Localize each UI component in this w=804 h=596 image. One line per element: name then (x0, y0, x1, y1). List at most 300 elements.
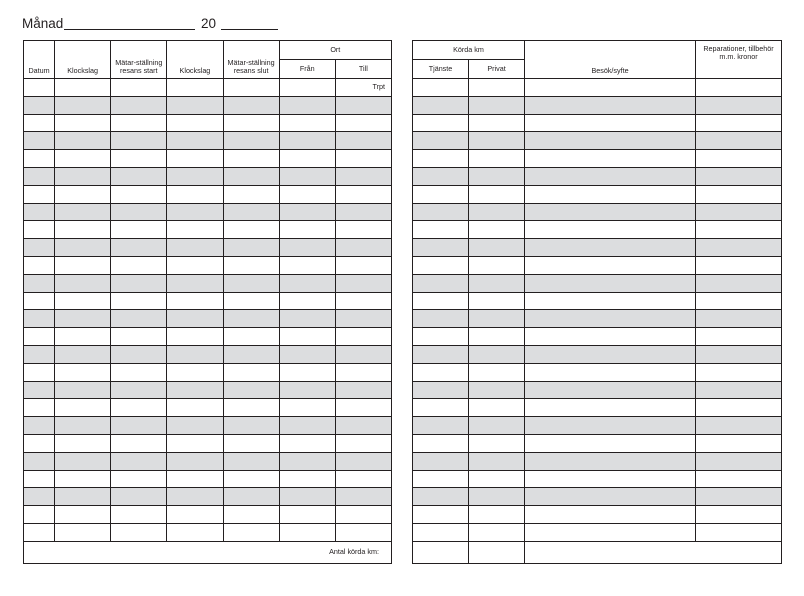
table-cell[interactable] (55, 363, 111, 381)
table-cell[interactable] (55, 523, 111, 541)
table-cell[interactable] (525, 470, 696, 488)
table-cell[interactable] (335, 167, 391, 185)
table-cell[interactable] (167, 256, 223, 274)
table-cell[interactable] (335, 470, 391, 488)
table-cell[interactable] (55, 114, 111, 132)
table-cell[interactable] (413, 292, 469, 310)
table-cell[interactable] (223, 203, 279, 221)
table-cell[interactable] (279, 310, 335, 328)
table-cell[interactable] (696, 274, 782, 292)
table-cell[interactable] (469, 328, 525, 346)
table-cell[interactable] (469, 274, 525, 292)
year-field[interactable] (221, 29, 278, 30)
table-cell[interactable] (24, 328, 55, 346)
total-tjanste-cell[interactable] (413, 541, 469, 563)
table-cell[interactable] (24, 256, 55, 274)
table-cell[interactable] (413, 203, 469, 221)
table-cell[interactable] (525, 399, 696, 417)
table-cell[interactable] (413, 132, 469, 150)
table-cell[interactable] (55, 381, 111, 399)
table-cell[interactable] (279, 79, 335, 97)
table-cell[interactable] (55, 239, 111, 257)
table-cell[interactable] (469, 417, 525, 435)
table-cell[interactable] (279, 167, 335, 185)
table-cell[interactable] (111, 150, 167, 168)
table-cell[interactable] (525, 96, 696, 114)
table-cell[interactable] (469, 239, 525, 257)
table-cell[interactable] (525, 274, 696, 292)
table-cell[interactable] (413, 523, 469, 541)
table-cell[interactable] (223, 185, 279, 203)
table-cell[interactable] (24, 310, 55, 328)
table-cell[interactable] (413, 452, 469, 470)
table-cell[interactable] (55, 150, 111, 168)
table-cell[interactable] (696, 523, 782, 541)
table-cell[interactable] (24, 203, 55, 221)
table-cell[interactable] (413, 345, 469, 363)
table-cell[interactable] (167, 239, 223, 257)
table-cell[interactable] (223, 292, 279, 310)
table-row (24, 96, 392, 114)
table-cell[interactable] (24, 488, 55, 506)
footer-blank-cell (525, 541, 782, 563)
table-cell[interactable] (335, 203, 391, 221)
table-cell[interactable] (696, 221, 782, 239)
table-cell[interactable] (696, 381, 782, 399)
table-cell[interactable] (24, 185, 55, 203)
table-cell[interactable] (55, 470, 111, 488)
table-cell[interactable] (413, 167, 469, 185)
table-cell[interactable] (167, 114, 223, 132)
table-cell[interactable] (223, 417, 279, 435)
table-cell[interactable] (335, 239, 391, 257)
table-cell[interactable] (279, 221, 335, 239)
table-cell[interactable] (167, 203, 223, 221)
table-cell[interactable] (696, 417, 782, 435)
table-cell[interactable] (696, 310, 782, 328)
table-cell[interactable] (111, 363, 167, 381)
table-cell[interactable] (167, 328, 223, 346)
table-cell[interactable] (335, 399, 391, 417)
table-cell[interactable] (413, 114, 469, 132)
table-cell[interactable] (335, 96, 391, 114)
table-cell[interactable] (24, 363, 55, 381)
table-cell[interactable] (24, 523, 55, 541)
table-cell[interactable] (55, 345, 111, 363)
table-cell[interactable] (279, 239, 335, 257)
table-cell[interactable] (696, 79, 782, 97)
table-cell[interactable] (24, 132, 55, 150)
table-cell[interactable] (111, 345, 167, 363)
table-cell[interactable] (335, 345, 391, 363)
table-cell[interactable] (335, 506, 391, 524)
table-cell[interactable] (335, 256, 391, 274)
table-cell[interactable] (469, 114, 525, 132)
table-cell[interactable] (167, 452, 223, 470)
table-cell[interactable] (279, 452, 335, 470)
table-cell[interactable] (111, 399, 167, 417)
table-cell[interactable] (24, 274, 55, 292)
header-tjanste: Tjänste (413, 60, 469, 79)
table-cell[interactable] (525, 256, 696, 274)
table-cell[interactable] (525, 150, 696, 168)
table-cell[interactable] (111, 185, 167, 203)
table-cell[interactable] (413, 79, 469, 97)
table-cell[interactable] (696, 256, 782, 274)
table-cell[interactable] (335, 523, 391, 541)
table-cell[interactable] (469, 79, 525, 97)
table-cell[interactable] (167, 488, 223, 506)
table-cell[interactable] (223, 274, 279, 292)
table-cell[interactable] (167, 185, 223, 203)
table-cell[interactable] (55, 274, 111, 292)
table-cell[interactable] (55, 417, 111, 435)
table-cell[interactable] (223, 452, 279, 470)
table-cell[interactable] (469, 167, 525, 185)
table-cell[interactable] (696, 185, 782, 203)
table-cell[interactable] (55, 506, 111, 524)
table-cell[interactable] (223, 506, 279, 524)
table-cell[interactable] (167, 167, 223, 185)
table-cell[interactable] (223, 221, 279, 239)
table-cell[interactable] (167, 96, 223, 114)
table-cell[interactable] (469, 488, 525, 506)
table-cell[interactable] (469, 470, 525, 488)
table-cell[interactable] (335, 292, 391, 310)
month-field[interactable] (64, 29, 195, 30)
table-cell[interactable] (223, 345, 279, 363)
table-cell[interactable] (24, 417, 55, 435)
table-cell[interactable] (279, 434, 335, 452)
table-cell[interactable] (525, 328, 696, 346)
table-cell[interactable] (279, 132, 335, 150)
table-cell[interactable] (279, 381, 335, 399)
table-cell[interactable] (223, 399, 279, 417)
table-cell[interactable] (167, 470, 223, 488)
table-cell[interactable] (24, 96, 55, 114)
table-cell[interactable] (111, 203, 167, 221)
table-cell[interactable] (279, 114, 335, 132)
table-cell[interactable] (413, 488, 469, 506)
table-cell[interactable] (279, 345, 335, 363)
table-cell[interactable] (111, 452, 167, 470)
table-cell[interactable] (413, 150, 469, 168)
table-cell[interactable] (111, 381, 167, 399)
table-cell[interactable] (223, 239, 279, 257)
table-cell[interactable] (223, 434, 279, 452)
table-cell[interactable] (111, 114, 167, 132)
table-cell[interactable] (696, 506, 782, 524)
table-cell[interactable] (413, 363, 469, 381)
table-cell[interactable] (335, 274, 391, 292)
header-reparationer: Reparationer, tillbehör m.m. kronor (696, 41, 782, 79)
table-cell[interactable] (469, 381, 525, 399)
table-cell[interactable] (525, 185, 696, 203)
table-cell[interactable] (24, 114, 55, 132)
table-cell[interactable] (696, 328, 782, 346)
table-cell[interactable] (469, 506, 525, 524)
table-cell[interactable] (167, 506, 223, 524)
table-cell[interactable] (469, 363, 525, 381)
table-cell[interactable] (335, 328, 391, 346)
table-cell[interactable] (525, 506, 696, 524)
table-cell[interactable] (55, 221, 111, 239)
table-cell[interactable] (279, 274, 335, 292)
table-cell[interactable] (525, 452, 696, 470)
table-cell[interactable] (525, 523, 696, 541)
table-cell[interactable] (696, 114, 782, 132)
table-cell[interactable] (55, 310, 111, 328)
table-cell[interactable] (111, 239, 167, 257)
table-cell[interactable] (696, 363, 782, 381)
table-cell[interactable] (223, 381, 279, 399)
table-row (24, 506, 392, 524)
table-cell[interactable] (55, 292, 111, 310)
table-cell[interactable] (696, 488, 782, 506)
table-cell[interactable] (111, 417, 167, 435)
table-cell[interactable] (111, 328, 167, 346)
table-cell[interactable] (167, 221, 223, 239)
table-cell[interactable] (279, 203, 335, 221)
table-cell[interactable] (279, 506, 335, 524)
table-cell[interactable] (111, 506, 167, 524)
table-cell[interactable] (279, 470, 335, 488)
table-cell[interactable] (413, 256, 469, 274)
table-cell[interactable] (469, 399, 525, 417)
table-cell[interactable] (55, 256, 111, 274)
table-cell[interactable] (525, 434, 696, 452)
table-cell[interactable] (24, 150, 55, 168)
table-cell[interactable] (335, 221, 391, 239)
total-privat-cell[interactable] (469, 541, 525, 563)
table-cell[interactable] (413, 310, 469, 328)
table-cell[interactable] (167, 150, 223, 168)
table-cell[interactable] (525, 114, 696, 132)
table-cell[interactable] (413, 470, 469, 488)
table-cell[interactable] (279, 150, 335, 168)
table-cell[interactable] (413, 239, 469, 257)
table-cell[interactable] (223, 96, 279, 114)
table-cell[interactable] (55, 96, 111, 114)
table-cell[interactable] (279, 488, 335, 506)
table-cell[interactable] (335, 434, 391, 452)
table-cell[interactable] (279, 292, 335, 310)
table-cell[interactable] (223, 79, 279, 97)
table-cell[interactable] (24, 239, 55, 257)
table-cell[interactable] (335, 452, 391, 470)
table-cell[interactable] (24, 452, 55, 470)
table-cell[interactable] (223, 150, 279, 168)
table-cell[interactable] (24, 381, 55, 399)
table-cell[interactable] (24, 506, 55, 524)
table-cell[interactable] (223, 132, 279, 150)
table-cell[interactable] (469, 452, 525, 470)
table-cell[interactable] (55, 167, 111, 185)
table-row (24, 345, 392, 363)
table-cell[interactable] (279, 399, 335, 417)
table-cell[interactable] (525, 363, 696, 381)
table-cell[interactable] (525, 239, 696, 257)
table-cell[interactable] (24, 79, 55, 97)
table-cell[interactable] (111, 310, 167, 328)
table-cell[interactable] (111, 470, 167, 488)
table-row (24, 185, 392, 203)
table-row (24, 114, 392, 132)
table-cell[interactable] (469, 150, 525, 168)
table-cell[interactable] (167, 292, 223, 310)
table-cell[interactable] (24, 221, 55, 239)
table-cell[interactable] (167, 345, 223, 363)
table-cell[interactable] (413, 96, 469, 114)
table-cell[interactable] (335, 488, 391, 506)
table-cell[interactable] (696, 345, 782, 363)
table-cell[interactable] (525, 488, 696, 506)
table-cell[interactable] (696, 292, 782, 310)
table-cell[interactable] (55, 434, 111, 452)
table-cell[interactable] (167, 132, 223, 150)
table-cell[interactable] (335, 381, 391, 399)
table-cell[interactable] (167, 417, 223, 435)
table-cell[interactable] (696, 470, 782, 488)
table-cell[interactable] (167, 399, 223, 417)
table-cell[interactable] (413, 434, 469, 452)
table-cell[interactable] (55, 132, 111, 150)
table-cell[interactable] (335, 310, 391, 328)
table-cell[interactable] (55, 488, 111, 506)
table-cell[interactable] (111, 132, 167, 150)
table-cell[interactable] (279, 417, 335, 435)
table-cell[interactable] (111, 274, 167, 292)
table-cell[interactable] (24, 399, 55, 417)
table-cell[interactable] (55, 399, 111, 417)
table-cell[interactable] (223, 328, 279, 346)
table-cell[interactable] (279, 328, 335, 346)
table-cell[interactable] (223, 114, 279, 132)
total-km-label: Antal körda km: (24, 541, 392, 563)
table-cell[interactable] (24, 470, 55, 488)
table-cell[interactable] (167, 363, 223, 381)
table-cell[interactable] (696, 150, 782, 168)
table-cell[interactable] (525, 167, 696, 185)
table-cell[interactable] (696, 452, 782, 470)
table-cell[interactable] (335, 363, 391, 381)
table-cell[interactable] (167, 434, 223, 452)
table-cell[interactable] (279, 523, 335, 541)
table-cell[interactable] (111, 434, 167, 452)
table-cell[interactable] (279, 96, 335, 114)
table-cell[interactable] (469, 221, 525, 239)
table-cell[interactable] (525, 203, 696, 221)
table-cell[interactable] (24, 167, 55, 185)
table-cell[interactable] (469, 185, 525, 203)
table-cell[interactable] (525, 221, 696, 239)
table-cell[interactable] (223, 363, 279, 381)
table-cell[interactable] (223, 523, 279, 541)
table-cell[interactable] (223, 310, 279, 328)
table-cell[interactable] (167, 310, 223, 328)
table-cell[interactable] (223, 488, 279, 506)
table-cell[interactable] (111, 488, 167, 506)
table-cell[interactable] (469, 434, 525, 452)
table-cell[interactable] (525, 79, 696, 97)
table-cell[interactable] (111, 167, 167, 185)
table-cell[interactable] (223, 256, 279, 274)
table-cell[interactable] (335, 114, 391, 132)
table-cell[interactable] (223, 167, 279, 185)
table-cell[interactable] (167, 274, 223, 292)
table-cell[interactable] (469, 345, 525, 363)
table-cell[interactable] (55, 79, 111, 97)
table-cell[interactable] (525, 292, 696, 310)
table-cell[interactable] (279, 256, 335, 274)
table-cell[interactable] (469, 132, 525, 150)
table-cell[interactable] (469, 292, 525, 310)
table-cell[interactable] (279, 185, 335, 203)
table-cell[interactable] (469, 310, 525, 328)
table-cell[interactable] (111, 96, 167, 114)
table-cell[interactable] (469, 523, 525, 541)
table-cell[interactable] (413, 506, 469, 524)
table-cell[interactable] (469, 203, 525, 221)
table-cell[interactable] (111, 523, 167, 541)
table-row (24, 363, 392, 381)
table-cell[interactable] (223, 470, 279, 488)
table-cell[interactable] (279, 363, 335, 381)
table-cell[interactable] (335, 132, 391, 150)
table-cell[interactable] (111, 292, 167, 310)
table-cell[interactable] (167, 79, 223, 97)
table-cell[interactable] (696, 132, 782, 150)
table-cell[interactable] (413, 381, 469, 399)
table-cell[interactable] (335, 417, 391, 435)
table-cell[interactable] (111, 79, 167, 97)
table-cell[interactable] (24, 345, 55, 363)
table-cell[interactable] (696, 434, 782, 452)
table-cell[interactable] (469, 256, 525, 274)
table-cell[interactable] (24, 292, 55, 310)
table-cell[interactable] (55, 203, 111, 221)
table-cell[interactable] (413, 221, 469, 239)
table-cell[interactable] (413, 185, 469, 203)
table-cell[interactable] (55, 185, 111, 203)
table-cell[interactable] (413, 274, 469, 292)
table-cell[interactable] (525, 310, 696, 328)
table-cell[interactable] (413, 417, 469, 435)
table-cell[interactable] (55, 328, 111, 346)
table-cell[interactable] (525, 417, 696, 435)
table-cell[interactable] (525, 345, 696, 363)
table-cell[interactable] (525, 132, 696, 150)
table-cell[interactable] (696, 167, 782, 185)
table-cell[interactable] (335, 185, 391, 203)
table-cell[interactable] (167, 381, 223, 399)
table-cell[interactable] (696, 96, 782, 114)
table-cell[interactable] (167, 523, 223, 541)
table-cell[interactable] (413, 328, 469, 346)
table-cell[interactable] (55, 452, 111, 470)
table-cell[interactable] (413, 399, 469, 417)
table-cell[interactable] (696, 203, 782, 221)
table-row (24, 132, 392, 150)
table-cell[interactable] (111, 221, 167, 239)
table-cell[interactable] (335, 150, 391, 168)
table-cell[interactable] (696, 399, 782, 417)
table-cell[interactable] (696, 239, 782, 257)
table-cell[interactable] (525, 381, 696, 399)
table-cell[interactable] (24, 434, 55, 452)
table-cell[interactable] (469, 96, 525, 114)
table-cell[interactable] (111, 256, 167, 274)
